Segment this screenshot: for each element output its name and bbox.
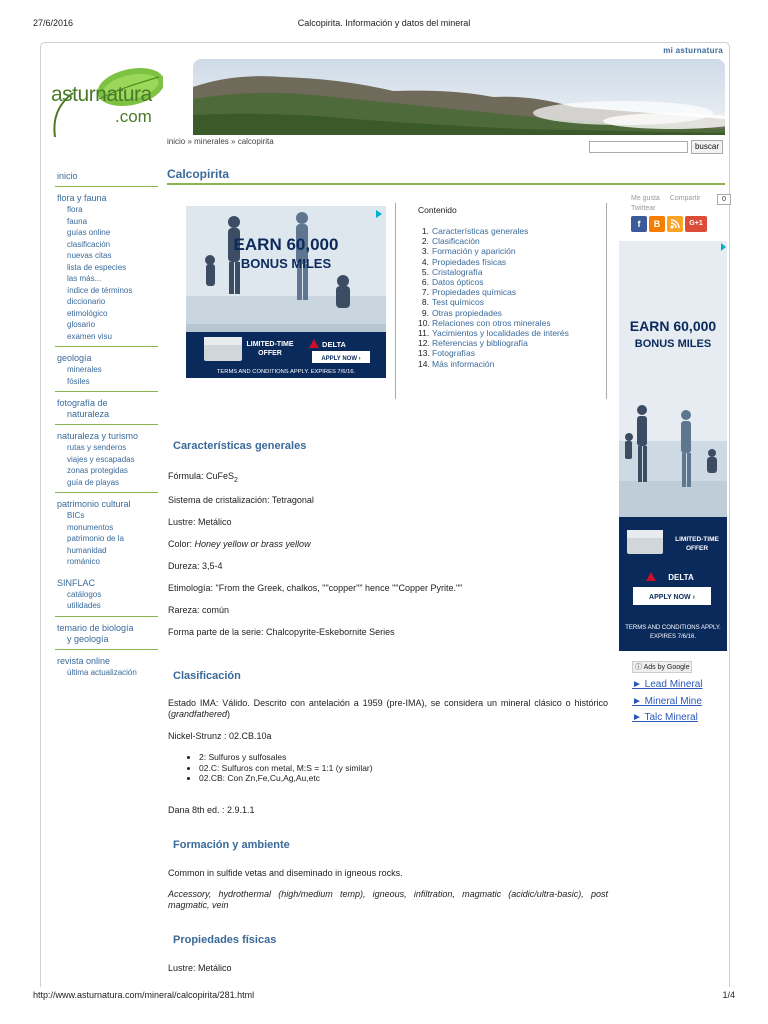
ad-left-headline1: EARN 60,000 bbox=[233, 235, 339, 254]
sidebar-item-minerales[interactable]: minerales bbox=[67, 365, 102, 374]
section-heading-classification: Clasificación bbox=[173, 670, 241, 682]
sidebar-item-viajes[interactable]: viajes y escapadas bbox=[67, 454, 135, 464]
sidebar-item-ultima[interactable]: última actualización bbox=[67, 667, 137, 677]
sidebar-head-fotografia-line1: fotografía de bbox=[57, 398, 108, 408]
sidebar-item-examen-visu[interactable]: examen visu bbox=[67, 331, 112, 341]
ad-left-offer2: OFFER bbox=[258, 350, 282, 357]
sidebar-item-rutas[interactable]: rutas y senderos bbox=[67, 443, 127, 452]
social-row bbox=[631, 195, 731, 202]
sidebar-head-temario[interactable] bbox=[57, 623, 158, 645]
list-item: • 2: Sulfuros y sulfosales bbox=[199, 752, 373, 763]
sidebar-item-nuevas-citas[interactable]: nuevas citas bbox=[67, 251, 112, 260]
sidebar-item-fosiles[interactable]: fósiles bbox=[67, 376, 90, 386]
toc-item[interactable]: 3. Formación y aparición bbox=[421, 246, 516, 257]
ima-status: Estado IMA: Válido. Descrito con antelación a 1959 (pre-IMA), se considera un mineral clásico o histórico (grandfathered) bbox=[168, 698, 608, 719]
ad-left-cta[interactable]: APPLY NOW › bbox=[321, 356, 361, 362]
blogger-icon[interactable]: B bbox=[649, 216, 665, 232]
share-count: 0 bbox=[717, 194, 731, 205]
logo-com: .com bbox=[115, 107, 152, 126]
crystal-system: Sistema de cristalización: Tetragonal bbox=[168, 495, 314, 505]
toc-item[interactable]: 14. Más información bbox=[418, 358, 495, 369]
sidebar-head-fotografia[interactable] bbox=[57, 398, 158, 420]
sidebar-section-sinflac bbox=[55, 576, 158, 617]
social-share-bar bbox=[631, 195, 731, 232]
sidebar-item-humanidad[interactable]: humanidad bbox=[67, 545, 107, 555]
toc-item[interactable]: 2. Clasificación bbox=[421, 236, 480, 247]
rss-icon[interactable] bbox=[667, 216, 683, 232]
sidebar-item-clasificacion[interactable]: clasificación bbox=[67, 239, 111, 249]
sidebar-item-bics[interactable]: BICs bbox=[67, 511, 85, 520]
sidebar-item-monumentos[interactable]: monumentos bbox=[67, 522, 114, 532]
sidebar-section-fotografia bbox=[55, 396, 158, 425]
toc-item[interactable]: 10. Relaciones con otros minerales bbox=[418, 317, 551, 328]
ad-left-offer1: LIMITED-TIME bbox=[246, 341, 294, 348]
sidebar-head-fotografia-line2: naturaleza bbox=[67, 409, 110, 419]
ad-banner-left[interactable] bbox=[186, 206, 386, 378]
sidebar-section-revista bbox=[55, 654, 158, 683]
toc-item[interactable]: 1. Características generales bbox=[421, 226, 529, 236]
info-icon: ⓘ bbox=[635, 664, 644, 671]
sidebar-item-playas[interactable]: guía de playas bbox=[67, 477, 120, 487]
ads-by-google-label[interactable]: ⓘ Ads by Google bbox=[632, 661, 692, 673]
social-icons bbox=[631, 216, 731, 232]
sidebar-item-utilidades[interactable]: utilidades bbox=[67, 601, 101, 610]
toc-item[interactable]: 7. Propiedades químicas bbox=[421, 287, 517, 298]
formation-text: Common in sulfide vetas and diseminado in igneous rocks. bbox=[168, 868, 403, 878]
sidebar-item-flora[interactable]: flora bbox=[67, 205, 83, 214]
google-plus-icon[interactable]: G+1 bbox=[685, 216, 707, 232]
header-banner-image bbox=[193, 59, 725, 135]
sidebar-item-zonas[interactable]: zonas protegidas bbox=[67, 466, 128, 475]
sidebar-item-indice[interactable]: índice de términos bbox=[67, 285, 133, 295]
sidebar-head-patrimonio[interactable]: patrimonio cultural bbox=[57, 499, 131, 509]
sidebar-head-geologia[interactable]: geología bbox=[57, 353, 92, 363]
formula: Fórmula: CuFeS$_2$ bbox=[168, 471, 238, 484]
list-item: • 02.C: Sulfuros con metal, M:S = 1:1 (y similar) bbox=[199, 763, 373, 774]
sidebar-item-inicio[interactable]: inicio bbox=[57, 171, 78, 181]
toc-item[interactable]: 8. Test químicos bbox=[421, 297, 484, 308]
section-heading-formation: Formación y ambiente bbox=[173, 839, 290, 851]
search-input[interactable] bbox=[589, 141, 688, 153]
ad-links bbox=[632, 677, 703, 727]
sidebar-section-flora-fauna bbox=[55, 191, 158, 347]
table-of-contents bbox=[395, 203, 607, 399]
share-button[interactable]: Compartir bbox=[669, 195, 701, 202]
sidebar-item-lista-especies[interactable]: lista de especies bbox=[67, 262, 127, 272]
list-item: • 02.CB: Con Zn,Fe,Cu,Ag,Au,etc bbox=[199, 773, 373, 784]
sidebar-head-temario-line1: temario de biología bbox=[57, 622, 134, 633]
ad-left-terms: TERMS AND CONDITIONS APPLY. EXPIRES 7/6/16. bbox=[216, 369, 356, 375]
ad-right-cta[interactable]: APPLY NOW › bbox=[649, 594, 695, 601]
logo-word: asturnatura bbox=[51, 83, 152, 106]
sidebar-head-temario-line2: y geología bbox=[67, 633, 109, 644]
breadcrumb[interactable]: inicio » minerales » calcopirita bbox=[167, 137, 274, 146]
sidebar-head-naturaleza[interactable]: naturaleza y turismo bbox=[57, 431, 139, 441]
print-date: 27/6/2016 bbox=[33, 18, 74, 28]
toc-item[interactable]: 5. Cristalografía bbox=[421, 266, 483, 277]
ad-link-lead-mineral[interactable]: ► Lead Mineral bbox=[632, 679, 703, 690]
ad-right-terms1: TERMS AND CONDITIONS APPLY. bbox=[625, 625, 721, 631]
ad-right-terms2: EXPIRES 7/6/16. bbox=[649, 634, 697, 640]
section-heading-physical: Propiedades físicas bbox=[173, 934, 277, 946]
sidebar-head-sinflac[interactable]: SINFLAC bbox=[57, 577, 96, 588]
like-button[interactable]: Me gusta bbox=[631, 195, 660, 202]
print-footer bbox=[33, 990, 735, 1002]
section-heading-general: Características generales bbox=[173, 440, 307, 452]
main-content bbox=[167, 165, 609, 185]
sidebar-head-flora-fauna[interactable]: flora y fauna bbox=[57, 193, 107, 203]
ad-right-offer1: LIMITED-TIME bbox=[675, 536, 719, 543]
toc-item[interactable]: 6. Datos ópticos bbox=[421, 277, 484, 288]
hardness: Dureza: 3,5-4 bbox=[168, 561, 223, 571]
ad-right-offer2: OFFER bbox=[685, 545, 709, 552]
print-title: Calcopirita. Información y datos del mineral bbox=[297, 18, 471, 28]
series: Forma parte de la serie: Chalcopyrite-Eskebornite Series bbox=[168, 627, 395, 637]
ad-link-talc-mineral[interactable]: ► Talc Mineral bbox=[632, 712, 698, 723]
sidebar-item-catalogos[interactable]: catálogos bbox=[67, 589, 102, 599]
search-button[interactable]: buscar bbox=[691, 140, 723, 154]
toc-list bbox=[418, 226, 606, 369]
nickel-strunz: Nickel-Strunz : 02.CB.10a bbox=[168, 731, 272, 741]
toc-item[interactable]: 4. Propiedades físicas bbox=[421, 256, 507, 267]
sidebar-section-geologia bbox=[55, 351, 158, 392]
sidebar-section-inicio bbox=[55, 169, 158, 187]
etymology: Etimología: "From the Greek, chalkos, ""copper"" hence ""Copper Pyrite."" bbox=[168, 583, 463, 593]
print-page-number: 1/4 bbox=[722, 990, 735, 1000]
sidebar-item-etimologico[interactable]: etimológico bbox=[67, 308, 108, 318]
sidebar-section-temario bbox=[55, 621, 158, 650]
lustre: Lustre: Metálico bbox=[168, 517, 232, 527]
ad-banner-right[interactable] bbox=[619, 241, 727, 651]
ad-right-headline1: EARN 60,000 bbox=[629, 318, 717, 334]
ad-left-headline2: BONUS MILES bbox=[240, 256, 332, 271]
page-frame bbox=[40, 42, 730, 987]
ad-link-mineral-mine[interactable]: ► Mineral Mine bbox=[632, 695, 702, 707]
page-title: Calcopirita bbox=[167, 165, 725, 185]
sidebar-item-glosario[interactable]: glosario bbox=[67, 320, 96, 329]
sidebar-item-fauna[interactable]: fauna bbox=[67, 216, 88, 226]
toc-item[interactable]: 11. Yacimientos y localidades de interés bbox=[418, 328, 569, 339]
dana-classification: Dana 8th ed. : 2.9.1.1 bbox=[168, 805, 255, 815]
physical-lustre: Lustre: Metálico bbox=[168, 963, 232, 973]
facebook-icon[interactable]: f bbox=[631, 216, 647, 232]
mi-asturnatura-link[interactable]: mi asturnatura bbox=[663, 46, 723, 55]
rarity: Rareza: común bbox=[168, 605, 230, 615]
toc-title: Contenido bbox=[418, 205, 457, 215]
toc-item[interactable]: 13. Fotografías bbox=[418, 348, 475, 359]
site-logo[interactable] bbox=[47, 59, 163, 139]
sidebar-nav bbox=[55, 169, 158, 686]
toc-item[interactable]: 12. Referencias y bibliografía bbox=[418, 338, 528, 349]
sidebar-section-naturaleza bbox=[55, 429, 158, 493]
sidebar-item-romanico[interactable]: románico bbox=[67, 557, 100, 566]
print-header bbox=[33, 18, 735, 30]
ad-left-brand: DELTA bbox=[322, 340, 346, 349]
classification-list bbox=[193, 752, 373, 784]
print-url: http://www.asturnatura.com/mineral/calcopirita/281.html bbox=[33, 990, 255, 1000]
sidebar-section-patrimonio bbox=[55, 497, 158, 572]
sidebar-item-patrimonio-humanidad[interactable]: patrimonio de la bbox=[67, 534, 124, 543]
tweet-button[interactable]: Twittear bbox=[631, 205, 656, 212]
toc-item[interactable]: 9. Otras propiedades bbox=[421, 307, 502, 318]
ad-right-headline2: BONUS MILES bbox=[634, 338, 712, 350]
sidebar-item-guias[interactable]: guías online bbox=[67, 228, 111, 237]
color: Color: Honey yellow or brass yellow bbox=[168, 539, 311, 549]
sidebar-item-diccionario[interactable]: diccionario bbox=[67, 297, 106, 306]
formation-environment: Accessory, hydrothermal (high/medium temp), igneous, infiltration, magmatic (acidic/ultra-basic), post magmatic, vein bbox=[168, 889, 608, 910]
ad-right-brand: DELTA bbox=[668, 573, 694, 582]
sidebar-item-las-mas[interactable]: las más... bbox=[67, 274, 102, 283]
sidebar-head-revista[interactable]: revista online bbox=[57, 655, 111, 666]
